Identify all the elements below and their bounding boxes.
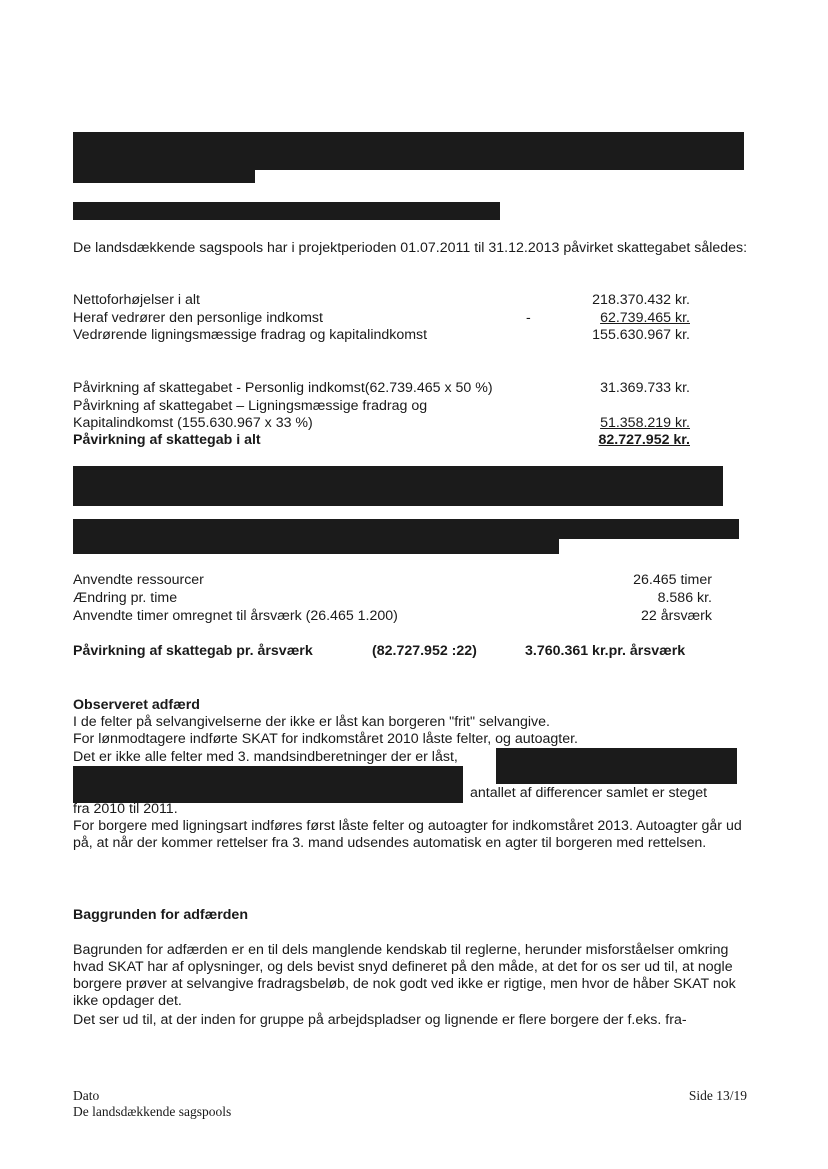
intro-paragraph: De landsdækkende sagspools har i projektperioden 01.07.2011 til 31.12.2013 påvirket skattegabet således: xyxy=(73,240,748,256)
resources-row-1-value: 26.465 timer xyxy=(633,572,712,588)
redaction-bar xyxy=(73,536,559,554)
resources-row-3-label: Anvendte timer omregnet til årsværk (26.465 1.200) xyxy=(73,608,398,624)
resources-row-3-value: 22 årsværk xyxy=(641,608,712,624)
footer-org: De landsdækkende sagspools xyxy=(73,1104,232,1119)
income-row-2-label: Heraf vedrører den personlige indkomst xyxy=(73,310,323,326)
per-aarsvaerk-value: 3.760.361 kr.pr. årsværk xyxy=(525,643,686,659)
observed-heading: Observeret adfærd xyxy=(73,697,200,713)
resources-row-2-label: Ændring pr. time xyxy=(73,590,178,606)
redaction-bar xyxy=(73,202,500,220)
income-row-3-value: 155.630.967 kr. xyxy=(592,327,690,343)
impact-row-2-label-cont: Kapitalindkomst (155.630.967 x 33 %) xyxy=(73,415,313,431)
per-aarsvaerk-label: Påvirkning af skattegab pr. årsværk xyxy=(73,643,313,659)
income-row-3-label: Vedrørende ligningsmæssige fradrag og kapitalindkomst xyxy=(73,327,428,343)
background-paragraph-2: Det ser ud til, at der inden for gruppe på arbejdspladser og lignende er flere borgere der f.eks. fra- xyxy=(73,1012,687,1028)
observed-paragraph: For borgere med ligningsart indføres først låste felter og autoagter for indkomståret 2013. Autoagter går ud på, at når der kommer rettelser fra 3. mand udsendes automatisk en agter til borgeren med rettelsen. xyxy=(73,818,742,851)
resources-row-1-label: Anvendte ressourcer xyxy=(73,572,204,588)
impact-row-2-value: 51.358.219 kr. xyxy=(600,415,690,431)
footer-page-number: Side 13/19 xyxy=(688,1088,747,1103)
impact-row-1-label: Påvirkning af skattegabet - Personlig indkomst(62.739.465 x 50 %) xyxy=(73,380,493,396)
background-paragraph-1: Bagrunden for adfærden er en til dels manglende kendskab til reglerne, herunder misforståelser omkring hvad SKAT har af oplysninger, og dels bevist snyd defineret på den måde, at det for os ser ud til, at nogle borgere prøver at selvangive fradragsbeløb, de nok godt ved ikke er rigtige, men hvor de håber SKAT nok ikke opdager det. xyxy=(73,942,736,1009)
observed-line-4: antallet af differencer samlet er steget xyxy=(470,785,708,801)
income-row-2-sign: - xyxy=(526,310,531,326)
redaction-bar xyxy=(496,748,737,784)
observed-line-5: fra 2010 til 2011. xyxy=(73,801,178,817)
redaction-bar xyxy=(73,166,255,183)
observed-line-2: For lønmodtagere indførte SKAT for indkomståret 2010 låste felter, og autoagter. xyxy=(73,731,578,747)
impact-row-2-label: Påvirkning af skattegabet – Ligningsmæssige fradrag og xyxy=(73,398,428,414)
redaction-bar xyxy=(73,466,723,506)
observed-line-1: I de felter på selvangivelserne der ikke er låst kan borgeren "frit" selvangive. xyxy=(73,714,550,730)
income-row-1-label: Nettoforhøjelser i alt xyxy=(73,292,200,308)
redaction-bar xyxy=(73,766,463,803)
redaction-bar xyxy=(73,132,744,170)
resources-row-2-value: 8.586 kr. xyxy=(657,590,712,606)
income-row-1-value: 218.370.432 kr. xyxy=(592,292,690,308)
income-row-2-value: 62.739.465 kr. xyxy=(600,310,690,326)
observed-line-3: Det er ikke alle felter med 3. mandsindberetninger der er låst, xyxy=(73,749,458,765)
impact-row-1-value: 31.369.733 kr. xyxy=(600,380,690,396)
footer-date: Dato xyxy=(73,1088,100,1103)
per-aarsvaerk-calc: (82.727.952 :22) xyxy=(372,643,477,659)
impact-total-value: 82.727.952 kr. xyxy=(598,432,690,448)
background-heading: Baggrunden for adfærden xyxy=(73,907,248,923)
impact-total-label: Påvirkning af skattegab i alt xyxy=(73,432,261,448)
